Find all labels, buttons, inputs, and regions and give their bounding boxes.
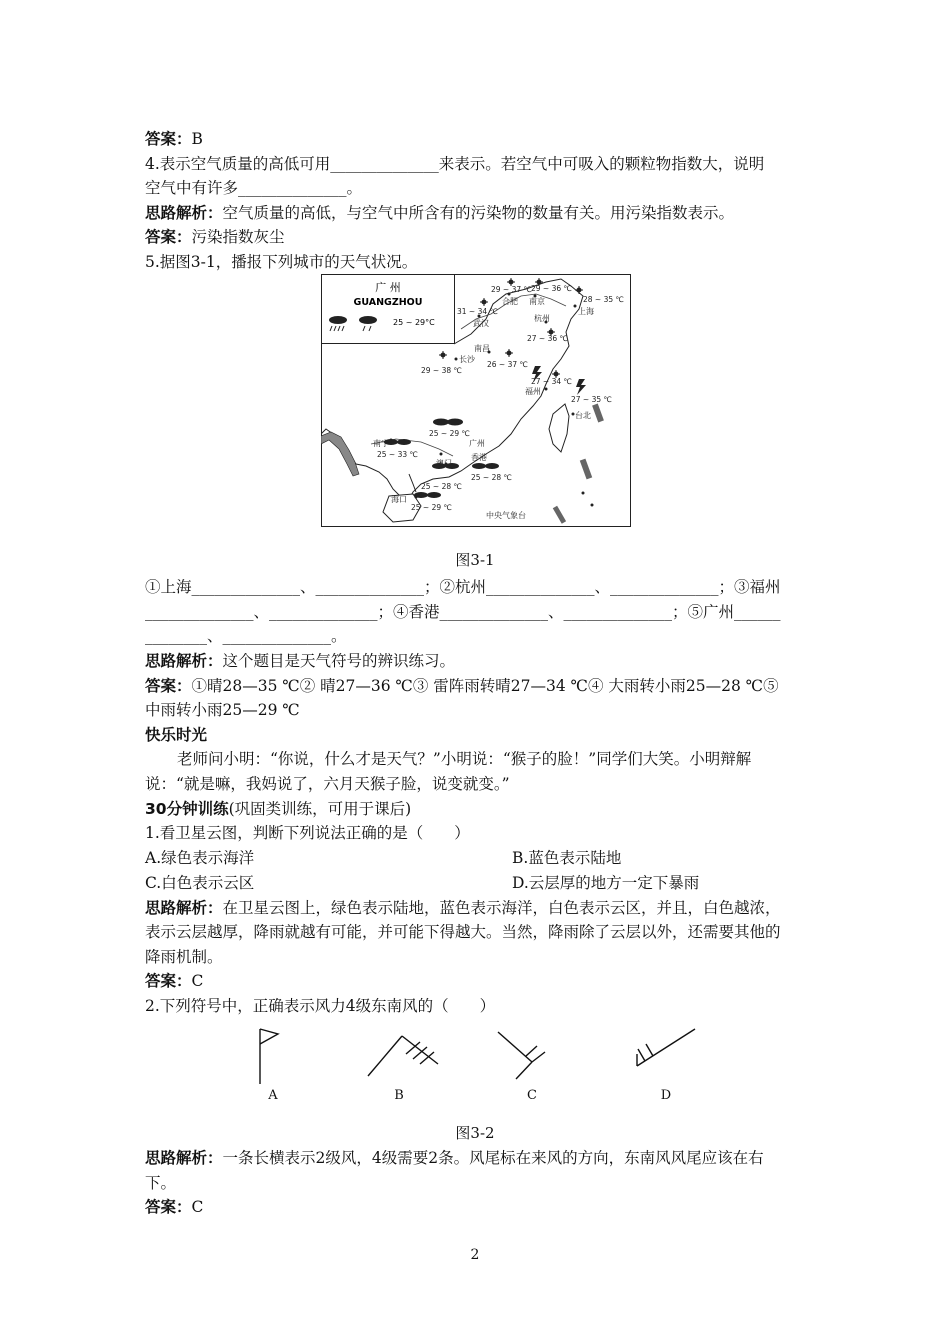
temp-taibei: 27 ~ 35 ℃: [571, 395, 612, 404]
answer-line-cont: 中雨转小雨25—29 ℃: [145, 701, 300, 719]
city-label-haikou: 海口: [391, 495, 407, 504]
temp-hangzhou: 27 ~ 36 ℃: [527, 334, 568, 343]
inset-city-cn: 广 州: [375, 281, 401, 294]
city-label-guangzhou: 广州: [469, 439, 485, 448]
section-heading: 快乐时光: [145, 726, 208, 744]
option-label-a: A: [268, 1088, 278, 1103]
temp-wuhan: 31 ~ 34 ℃: [457, 307, 498, 316]
analysis-line: 思路解析：空气质量的高低，与空气中所含有的污染物的数量有关。用污染指数表示。: [145, 204, 735, 222]
figure-caption: 图3-1: [455, 551, 495, 569]
temp-hefei: 29 ~ 37 ℃: [491, 285, 532, 294]
city-label-nanjing: 南京: [529, 297, 545, 306]
question-2: 2.下列符号中，正确表示风力4级东南风的（ ）: [145, 997, 496, 1015]
city-label-taibei: 台北: [575, 411, 591, 420]
question-5: 5.据图3-1，播报下列城市的天气状况。: [145, 253, 418, 271]
figure-caption: 图3-2: [455, 1124, 495, 1142]
temp-xianggang: 25 ~ 28 ℃: [471, 473, 512, 482]
analysis-line: 思路解析：一条长横表示2级风，4级需要2条。风尾标在来风的方向，东南风风尾应该在右: [145, 1149, 764, 1167]
page-number: 2: [470, 1247, 480, 1263]
islet: [591, 504, 594, 507]
wind-symbols-figure: [240, 1024, 710, 1108]
question-4: 4.表示空气质量的高低可用______________来表示。若空气中可吸入的颗粒物指数大，说明: [145, 155, 765, 173]
analysis-line-cont: 表示云层越厚，降雨就越有可能，并可能下得越大。当然，降雨除了云层以外，还需要其他的: [145, 923, 781, 941]
temp-nanning: 25 ~ 33 ℃: [377, 450, 418, 459]
wind-symbol-b: [368, 1036, 438, 1076]
temp-shanghai: 28 ~ 35 ℃: [583, 295, 624, 304]
temp-nanchang: 26 ~ 37 ℃: [487, 360, 528, 369]
temp-changsha: 29 ~ 38 ℃: [421, 366, 462, 375]
answer-line: 答案：C: [145, 1198, 204, 1216]
option-a: A.绿色表示海洋: [145, 849, 255, 867]
city-label-fuzhou: 福州: [525, 387, 541, 396]
option-label-c: C: [527, 1088, 537, 1103]
wind-symbol-d: [637, 1029, 695, 1066]
temp-nanjing: 29 ~ 36 ℃: [531, 284, 572, 293]
weather-map-figure: [321, 274, 631, 527]
answer-line: 答案：C: [145, 972, 204, 990]
city-label-changsha: 长沙: [459, 355, 475, 364]
analysis-line: 思路解析：在卫星云图上，绿色表示陆地，蓝色表示海洋，白色表示云区，并且，白色越浓，: [145, 899, 781, 917]
city-label-aomen: 澳门: [436, 459, 452, 468]
option-c: C.白色表示云区: [145, 874, 255, 892]
inset-city-en: GUANGZHOU: [353, 297, 423, 308]
city-label-shanghai: 上海: [578, 307, 594, 316]
wind-symbol-c: [498, 1032, 545, 1079]
temp-aomen: 25 ~ 28 ℃: [421, 482, 462, 491]
answer-line: 答案：污染指数灰尘: [145, 228, 285, 246]
section-heading: 30分钟训练(巩固类训练，可用于课后): [145, 800, 412, 818]
city-label-xianggang: 香港: [471, 453, 487, 462]
story-paragraph: 老师问小明：“你说，什么才是天气？”小明说：“猴子的脸！”同学们大笑。小明辩解: [177, 750, 752, 768]
option-label-b: B: [394, 1088, 404, 1103]
answer-line: 答案：B: [145, 130, 203, 148]
blanks-line: ______________、______________；④香港______________、______________；⑤广州______: [145, 603, 781, 621]
question-1: 1.看卫星云图，判断下列说法正确的是（ ）: [145, 824, 470, 842]
analysis-line-cont: 下。: [145, 1174, 177, 1192]
answer-line: 答案：①晴28—35 ℃② 晴27—36 ℃③ 雷阵雨转晴27—34 ℃④ 大雨转小雨25—28 ℃⑤: [145, 677, 779, 695]
analysis-line-cont: 降雨机制。: [145, 948, 223, 966]
blanks-line: ________、______________。: [145, 627, 347, 645]
islet: [582, 492, 585, 495]
option-b: B.蓝色表示陆地: [512, 849, 622, 867]
temp-haikou: 25 ~ 29 ℃: [411, 503, 452, 512]
city-label-hangzhou: 杭州: [534, 314, 550, 323]
question-4-cont: 空气中有许多______________。: [145, 179, 363, 197]
temp-fuzhou: 27 ~ 34 ℃: [531, 377, 572, 386]
city-label-nanchang: 南昌: [474, 344, 490, 353]
blanks-line: ①上海______________、______________；②杭州______________、______________；③福州: [145, 578, 781, 596]
city-label-hefei: 合肥: [502, 297, 518, 306]
inset-temp: 25 ~ 29°C: [393, 318, 435, 327]
analysis-line: 思路解析：这个题目是天气符号的辨识练习。: [145, 652, 456, 670]
wind-symbol-a: [260, 1029, 278, 1084]
option-label-d: D: [660, 1088, 672, 1103]
agency-label: 中央气象台: [486, 511, 526, 520]
city-label-wuhan: 武汉: [473, 319, 489, 328]
temp-guangzhou: 25 ~ 29 ℃: [429, 429, 470, 438]
story-paragraph-cont: 说：“就是嘛，我妈说了，六月天猴子脸，说变就变。”: [145, 775, 510, 793]
option-d: D.云层厚的地方一定下暴雨: [512, 874, 700, 892]
city-label-nanning: 南宁: [373, 439, 389, 448]
